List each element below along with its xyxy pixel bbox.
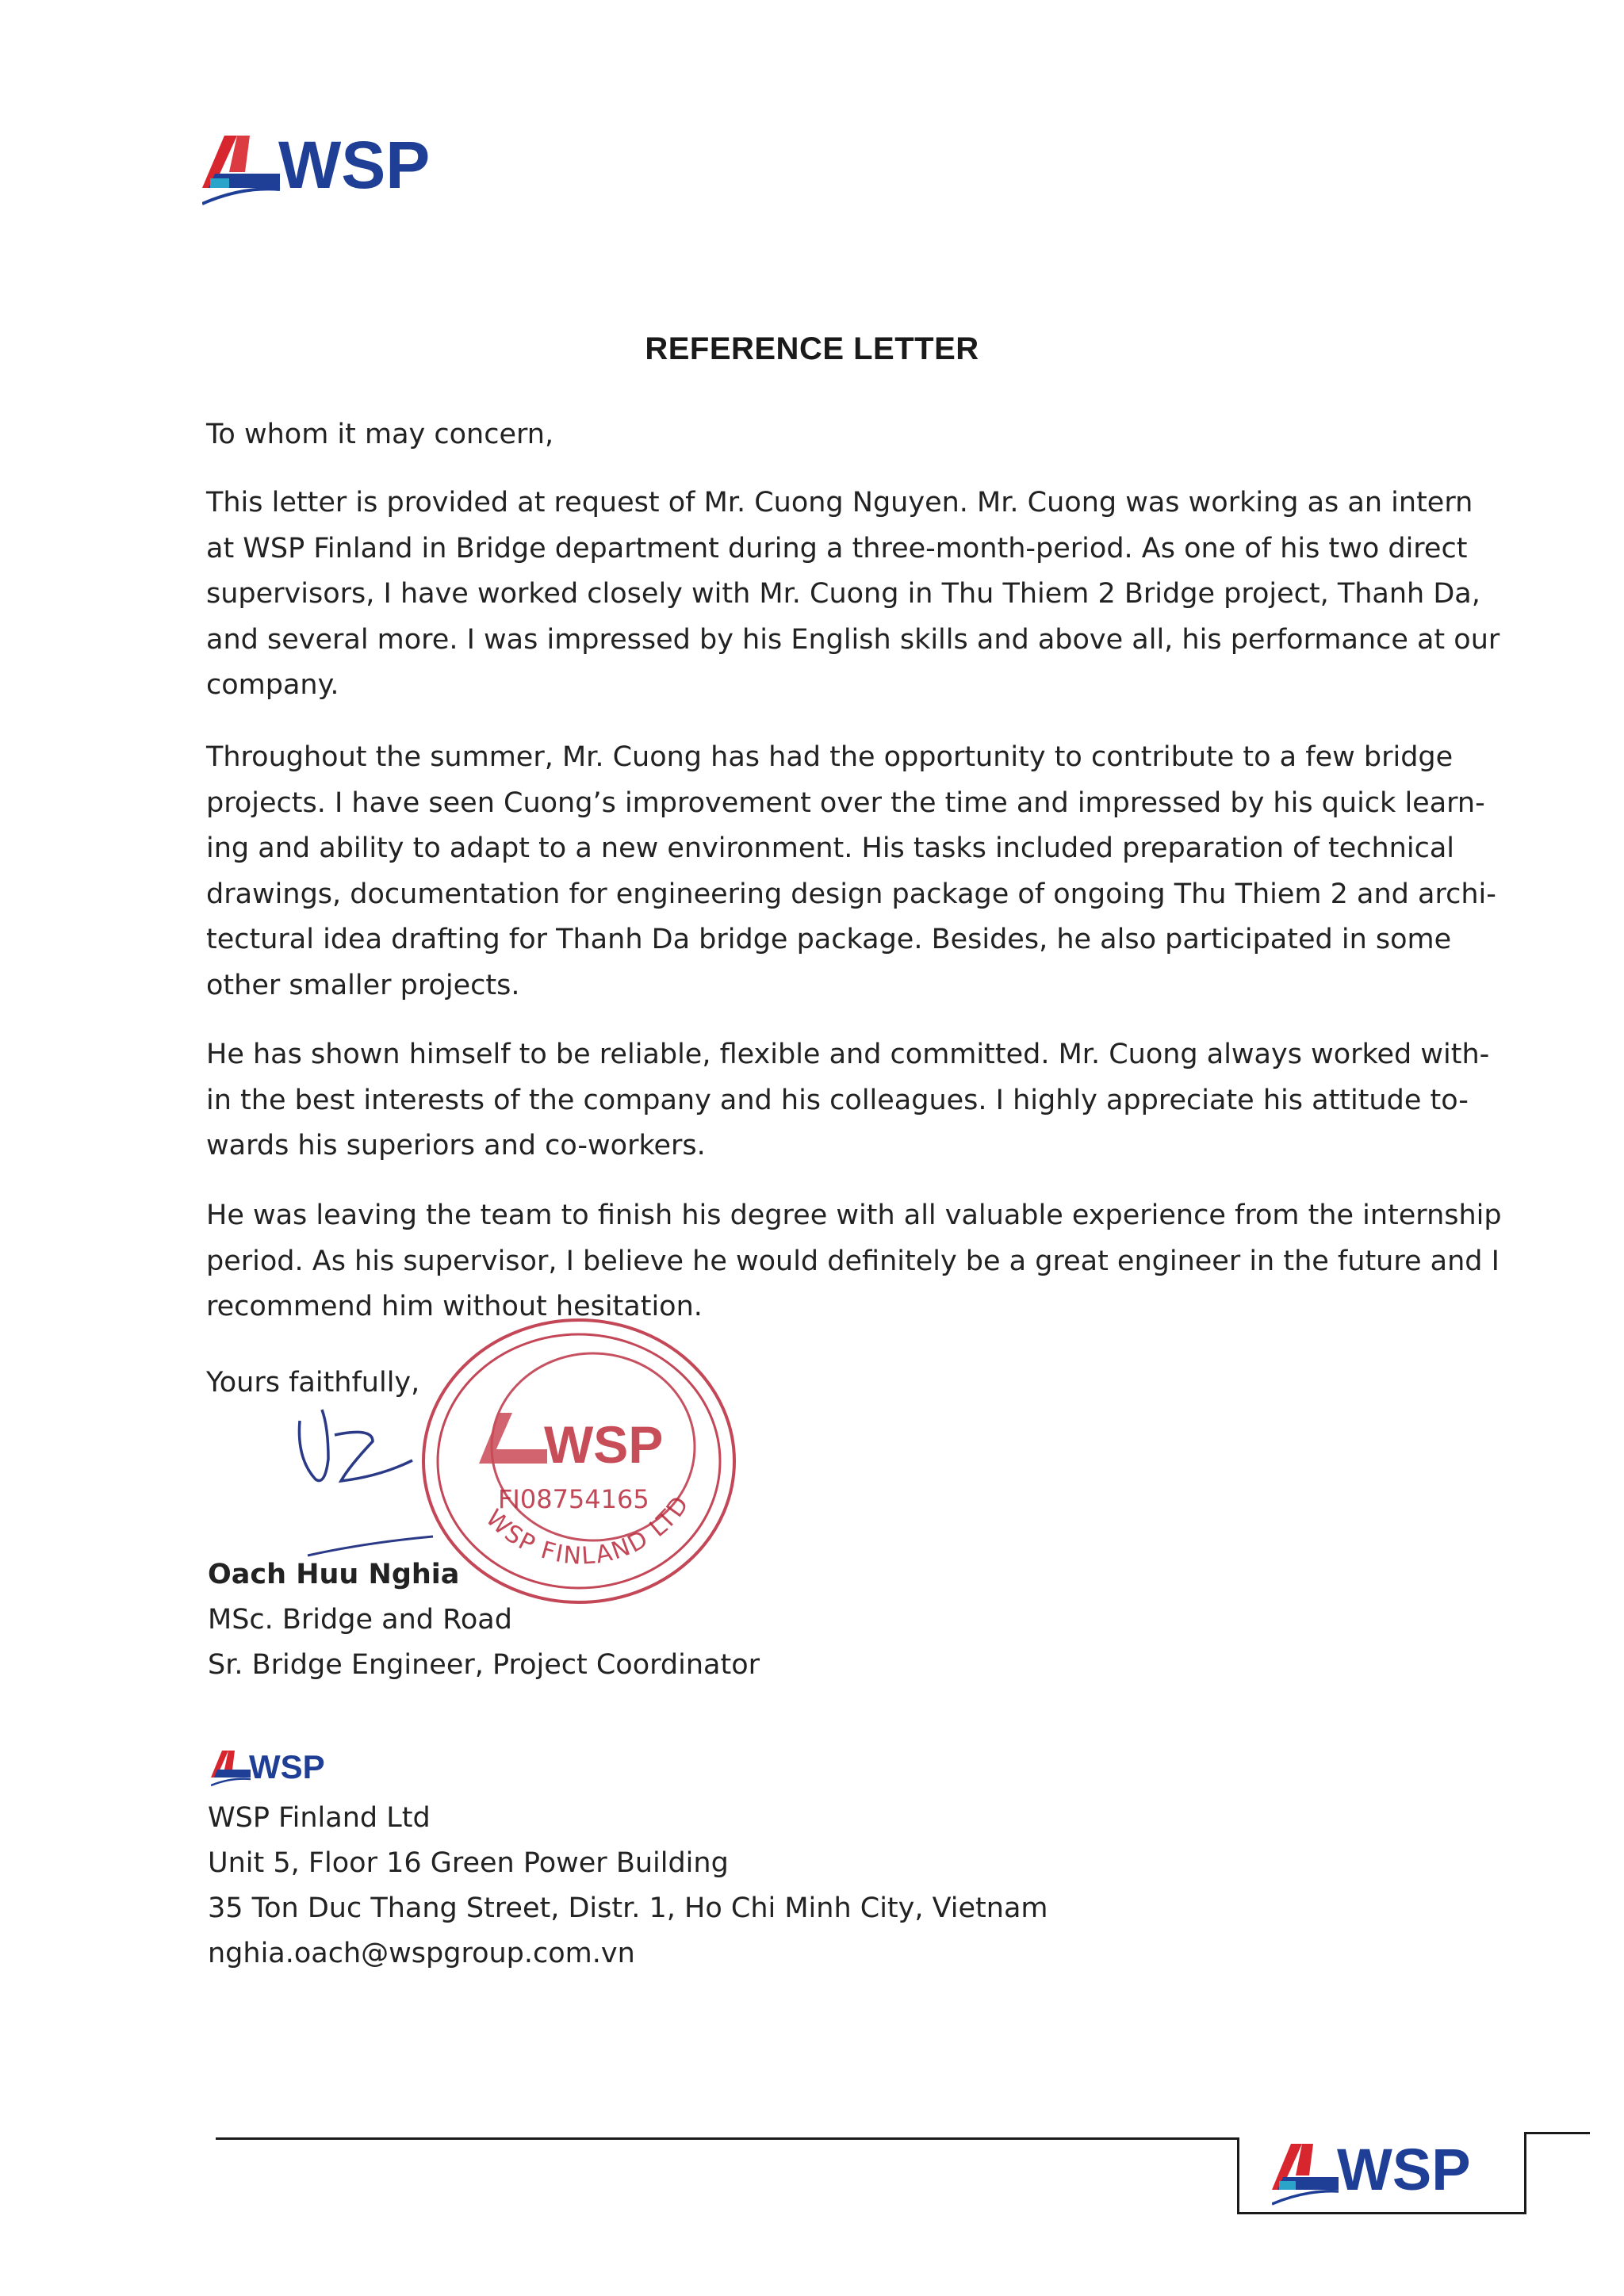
footer-box-left-edge — [1237, 2137, 1239, 2214]
stamp-company: WSP FINLAND LTD — [480, 1490, 695, 1571]
paragraph-line: period. As his supervisor, I believe he would definitely be a great engineer in the future and I — [206, 1245, 1500, 1277]
footer-rule — [216, 2137, 1239, 2140]
paragraph-4 — [206, 1193, 1502, 1330]
contact-company: WSP Finland Ltd — [208, 1802, 431, 1834]
signatory-name: Oach Huu Nghia — [208, 1559, 460, 1590]
contact-logo-text: WSP — [249, 1748, 325, 1785]
contact-block — [208, 1796, 1048, 1976]
paragraph-line: and several more. I was impressed by his English skills and above all, his performance at our — [206, 623, 1500, 656]
stamp-logo-mark-icon — [479, 1413, 547, 1464]
paragraph-line: Throughout the summer, Mr. Cuong has had the opportunity to contribute to a few bridge — [206, 741, 1454, 773]
closing-text: Yours faithfully, — [206, 1367, 420, 1399]
paragraph-line: He has shown himself to be reliable, flexible and committed. Mr. Cuong always worked with- — [206, 1039, 1490, 1070]
paragraph-line: company. — [206, 669, 339, 701]
signatory-role: Sr. Bridge Engineer, Project Coordinator — [208, 1649, 760, 1681]
wsp-logo-mark-icon — [202, 136, 280, 204]
contact-address-line2: 35 Ton Duc Thang Street, Distr. 1, Ho Chi Minh City, Vietnam — [208, 1892, 1048, 1924]
signatory-degree: MSc. Bridge and Road — [208, 1604, 512, 1636]
paragraph-2 — [206, 735, 1496, 1008]
paragraph-line: drawings, documentation for engineering design package of ongoing Thu Thiem 2 and archi- — [206, 878, 1496, 910]
stamp-number: FI08754165 — [498, 1484, 649, 1514]
header-logo — [202, 131, 440, 218]
paragraph-line: ing and ability to adapt to a new environment. His tasks included preparation of technical — [206, 832, 1455, 864]
paragraph-line: wards his superiors and co-workers. — [206, 1130, 706, 1161]
paragraph-line: other smaller projects. — [206, 969, 520, 1001]
stamp-logo-text: WSP — [544, 1415, 664, 1474]
salutation-text: To whom it may concern, — [206, 419, 554, 450]
contact-address-line1: Unit 5, Floor 16 Green Power Building — [208, 1847, 729, 1879]
closing — [206, 1360, 1411, 1406]
paragraph-line: supervisors, I have worked closely with Mr. Cuong in Thu Thiem 2 Bridge project, Thanh Da, — [206, 578, 1480, 610]
wsp-logo-mark-icon — [1272, 2144, 1339, 2204]
paragraph-line: in the best interests of the company and his colleagues. I highly appreciate his attitude to- — [206, 1084, 1469, 1116]
salutation — [206, 412, 1411, 458]
contact-logo — [211, 1747, 330, 1795]
header-logo-text: WSP — [278, 131, 431, 202]
paragraph-line: projects. I have seen Cuong’s improvement over the time and impressed by his quick learn- — [206, 786, 1485, 819]
footer-rule-right — [1526, 2132, 1590, 2134]
contact-email: nghia.oach@wspgroup.com.vn — [208, 1938, 635, 1969]
paragraph-1 — [206, 480, 1500, 709]
signatory-block — [208, 1552, 760, 1688]
paragraph-3 — [206, 1032, 1490, 1169]
wsp-logo-mark-icon — [211, 1751, 251, 1785]
footer-box-right-edge — [1524, 2132, 1526, 2214]
paragraph-line: recommend him without hesitation. — [206, 1291, 703, 1322]
page-title: REFERENCE LETTER — [645, 331, 979, 366]
footer-logo — [1272, 2141, 1502, 2215]
paragraph-line: tectural idea drafting for Thanh Da bridge package. Besides, he also participated in some — [206, 924, 1452, 955]
paragraph-line: He was leaving the team to finish his degree with all valuable experience from the internship — [206, 1200, 1502, 1231]
footer-logo-text: WSP — [1337, 2141, 1471, 2202]
paragraph-line: at WSP Finland in Bridge department during a three-month-period. As one of his two direct — [206, 532, 1468, 564]
paragraph-line: This letter is provided at request of Mr. Cuong Nguyen. Mr. Cuong was working as an intern — [206, 487, 1473, 519]
